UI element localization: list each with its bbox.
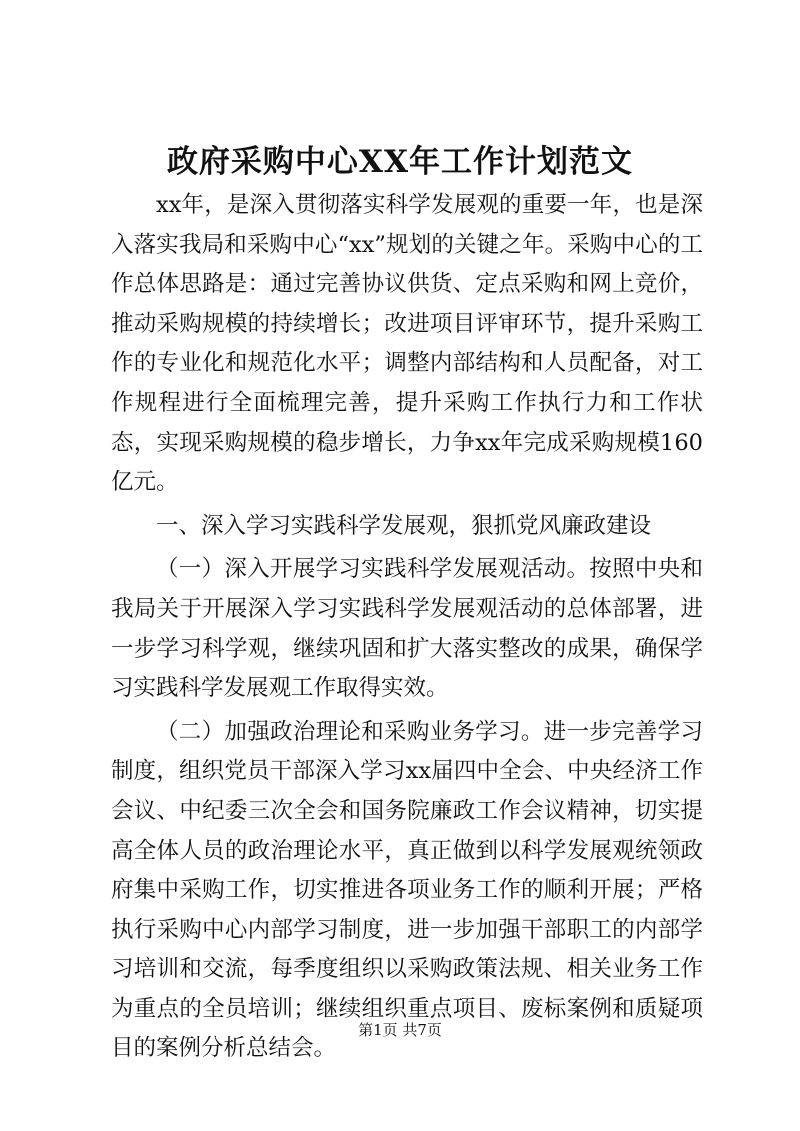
subsection-paragraph-1: （一）深入开展学习实践科学发展观活动。按照中央和我局关于开展深入学习实践科学发展观活动的总体部署，进一步学习科学观，继续巩固和扩大落实整改的成果，确保学习实践科学发展观工作取得实效。 — [111, 556, 703, 702]
page-footer: 第1页 共7页 — [358, 1021, 442, 1039]
subsection-paragraph-2: （二）加强政治理论和采购业务学习。进一步完善学习制度，组织党员干部深入学习xx届四中全会、中央经济工作会议、中纪委三次全会和国务院廉政工作会议精神，切实提高全体人员的政治理论水平，真正做到以科学发展观统领政府集中采购工作，切实推进各项业务工作的顺利开展；严格执行采购中心内部学习制度，进一步加强干部职工的内部学习培训和交流，每季度组织以采购政策法规、相关业务工作为重点的全员培训；继续组织重点项目、废标案例和质疑项目的案例分析总结会。 — [111, 718, 703, 1062]
document-title: 政府采购中心XX年工作计划范文 — [166, 144, 634, 180]
intro-paragraph: xx年，是深入贯彻落实科学发展观的重要一年，也是深入落实我局和采购中心“xx”规划的关键之年。采购中心的工作总体思路是：通过完善协议供货、定点采购和网上竞价，推动采购规模的持续增长；改进项目评审环节，提升采购工作的专业化和规范化水平；调整内部结构和人员配备，对工作规程进行全面梳理完善，提升采购工作执行力和工作状态，实现采购规模的稳步增长，力争xx年完成采购规模160亿元。 — [111, 192, 703, 496]
section-heading-1: 一、深入学习实践科学发展观，狠抓党风廉政建设 — [156, 512, 652, 539]
document-body — [111, 186, 703, 1069]
